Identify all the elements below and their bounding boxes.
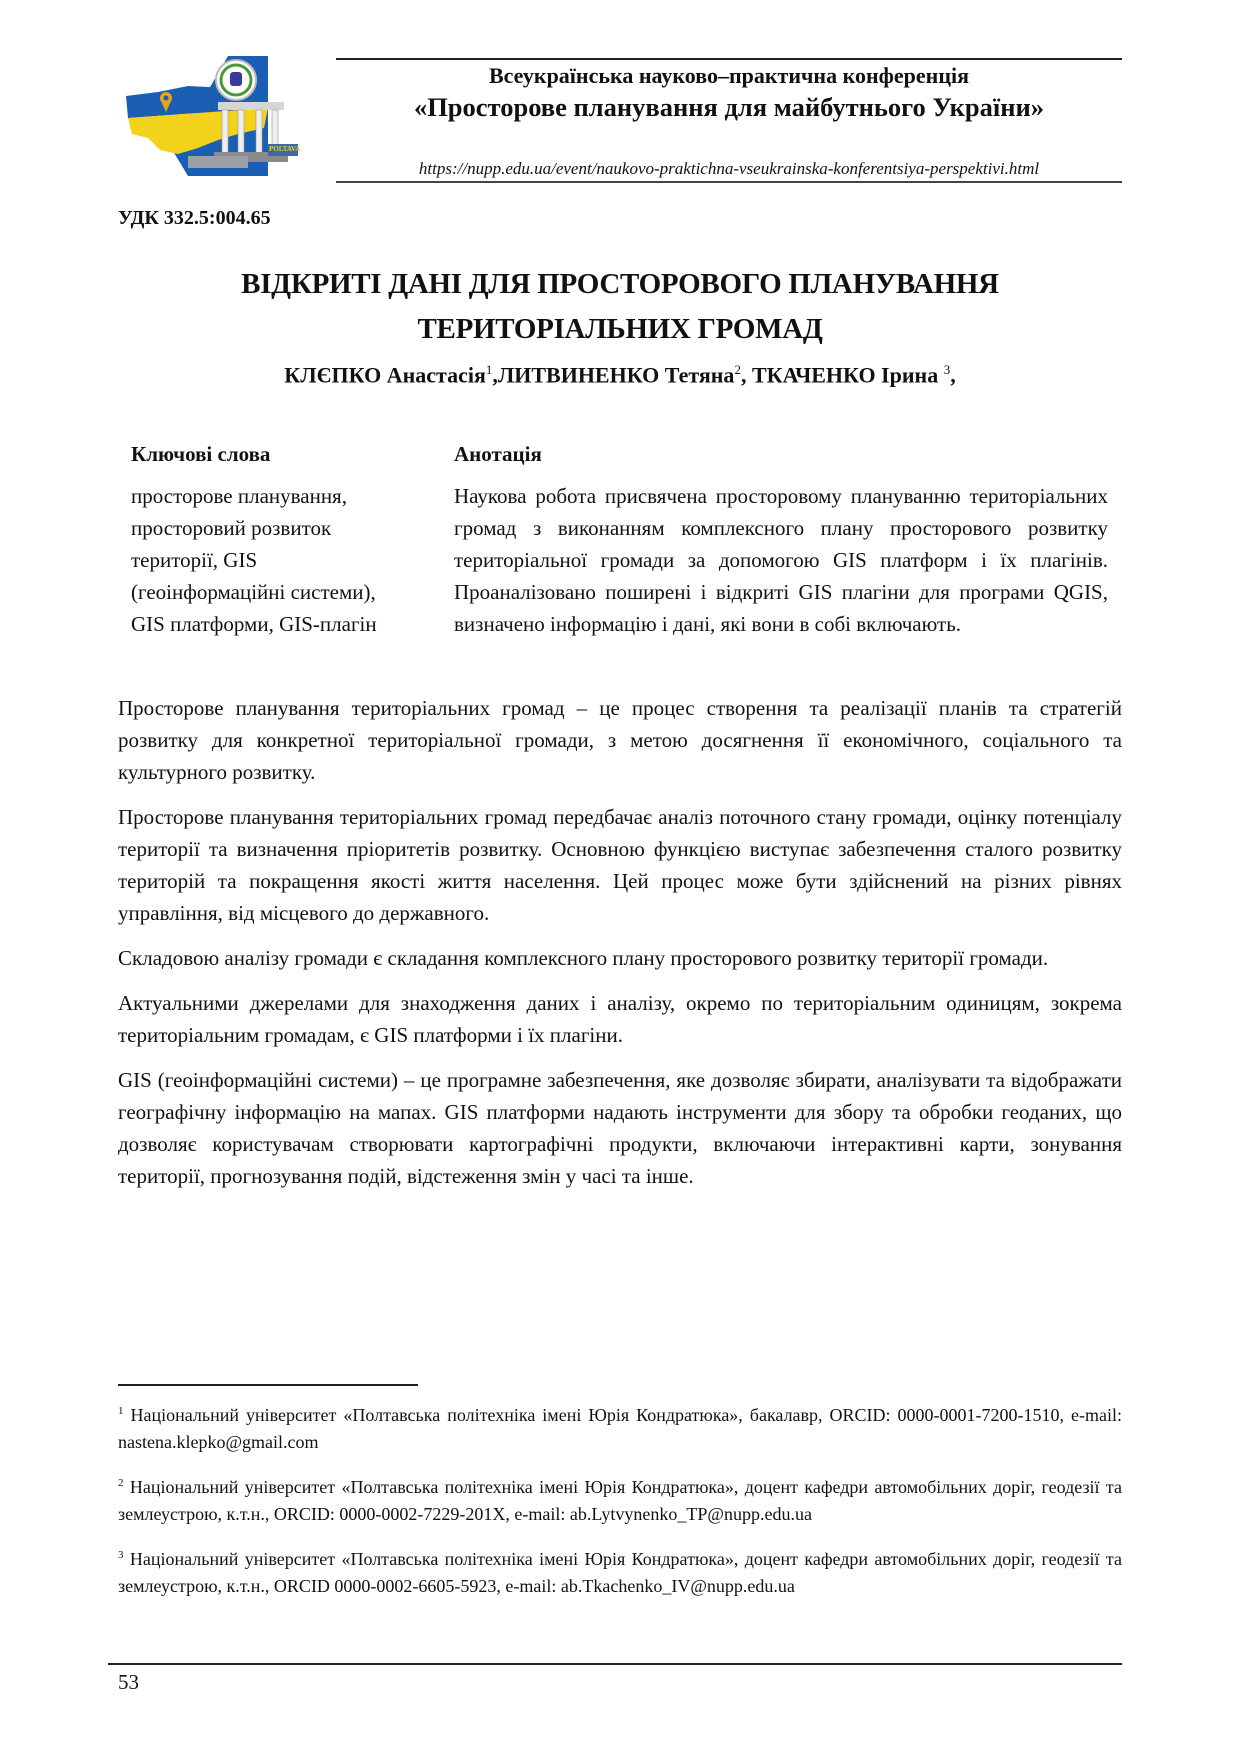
udk-code: УДК 332.5:004.65	[118, 207, 271, 229]
author-separator: ,	[740, 362, 752, 388]
poltava-badge-label: POLTAVA	[269, 145, 301, 153]
footnote-text: Національний університет «Полтавська політехніка імені Юрія Кондратюка», бакалавр, ORCID: 0000-0001-7200-1510, e-mail: nastena.klepko@gmail.com	[118, 1405, 1122, 1452]
ukraine-map-icon	[118, 56, 301, 176]
footnotes	[118, 1398, 1122, 1614]
author-list	[118, 355, 1122, 390]
page-number: 53	[118, 1670, 139, 1694]
page-footer-rule	[108, 1663, 1122, 1665]
abstract-heading: Анотація	[454, 442, 542, 466]
footnote-mark: 1	[118, 1405, 124, 1417]
body-paragraph: Просторове планування територіальних громад передбачає аналіз поточного стану громади, оцінку потенціалу території та визначення пріоритетів розвитку. Основною функцією виступає забезпечення сталого розвитку територій та покращення якості життя населення. Цей процес може бути здійснений на різних рівнях управління, від місцевого до державного.	[118, 805, 1122, 925]
conference-title-line2: «Просторове планування для майбутнього України»	[413, 92, 1045, 122]
author-footnote-mark[interactable]: 3	[943, 362, 951, 377]
paper-title-line1: ВІДКРИТІ ДАНІ ДЛЯ ПРОСТОРОВОГО ПЛАНУВАННЯ	[241, 268, 999, 300]
author-name: ТКАЧЕНКО Ірина	[751, 362, 944, 388]
author-name: КЛЄПКО Анастасія	[284, 362, 486, 388]
footnote-separator	[118, 1384, 418, 1386]
keyword-line: GIS платформи, GIS-плагін	[131, 612, 377, 636]
body-paragraph: Актуальними джерелами для знаходження даних і аналізу, окремо по територіальним одиницям, зокрема територіальним громадам, є GIS платформи і їх плагіни.	[118, 991, 1122, 1047]
conference-title-line1: Всеукраїнська науково–практична конференція	[488, 63, 970, 88]
header-bottom-rule	[336, 181, 1122, 183]
keywords-list	[131, 480, 431, 640]
body-paragraph: Просторове планування територіальних громад – це процес створення та реалізації планів та стратегій розвитку для конкретної територіальної громади, з метою досягнення її економічного, соціального та культурного розвитку.	[118, 696, 1122, 784]
keyword-line: (геоінформаційні системи),	[131, 580, 376, 604]
header-top-rule	[336, 58, 1122, 60]
abstract-section	[454, 440, 1108, 640]
abstract-text: Наукова робота присвячена просторовому плануванню територіальних громад з виконанням комплексного плану просторового розвитку територіальної громади за допомогою GIS платформ і їх плагінів. Проаналізовано поширені і відкриті GIS плагіни для програми QGIS, визначено інформацію і дані, які вони в собі включають.	[454, 484, 1108, 636]
keywords-heading: Ключові слова	[131, 442, 271, 466]
keywords-section	[131, 440, 431, 640]
paper-title-line2: ТЕРИТОРІАЛЬНИХ ГРОМАД	[417, 313, 823, 345]
author-separator: ,	[950, 362, 956, 388]
keyword-line: просторове планування,	[131, 484, 347, 508]
footnote-2	[118, 1470, 1122, 1528]
author-footnote-mark[interactable]: 2	[734, 362, 741, 377]
footnote-text: Національний університет «Полтавська політехніка імені Юрія Кондратюка», доцент кафедри автомобільних доріг, геодезії та землеустрою, к.т.н., ORCID: 0000-0002-7229-201X, e-mail: ab.Lytvynenko_TP@nupp.edu.ua	[118, 1477, 1122, 1524]
footnote-1	[118, 1398, 1122, 1456]
conference-url[interactable]: https://nupp.edu.ua/event/naukovo-praktichna-vseukrainska-konferentsiya-perspektivi.html	[418, 159, 1040, 178]
body-text	[118, 692, 1122, 1205]
author-name: ЛИТВИНЕНКО Тетяна	[497, 362, 735, 388]
body-paragraph: GIS (геоінформаційні системи) – це програмне забезпечення, яке дозволяє збирати, аналізувати та відображати географічну інформацію на мапах. GIS платформи надають інструменти для збору та обробки геоданих, що дозволяє користувачам створювати картографічні продукти, включаючи інтерактивні карти, зонування території, прогнозування подій, відстеження змін у часі та інше.	[118, 1068, 1122, 1188]
author-footnote-mark[interactable]: 1	[485, 362, 493, 377]
footnote-text: Національний університет «Полтавська політехніка імені Юрія Кондратюка», доцент кафедри автомобільних доріг, геодезії та землеустрою, к.т.н., ORCID 0000-0002-6605-5923, e-mail: ab.Tkachenko_IV@nupp.edu.ua	[118, 1549, 1122, 1596]
author-separator: ,	[492, 362, 498, 388]
footnote-3	[118, 1542, 1122, 1600]
footnote-mark: 3	[118, 1549, 124, 1561]
footnote-mark: 2	[118, 1477, 124, 1489]
paper-title	[118, 262, 1122, 352]
body-paragraph: Складовою аналізу громади є складання комплексного плану просторового розвитку території громади.	[118, 946, 1049, 970]
keyword-line: просторовий розвиток	[131, 516, 332, 540]
keyword-line: території, GIS	[131, 548, 258, 572]
conference-logo	[118, 56, 301, 176]
